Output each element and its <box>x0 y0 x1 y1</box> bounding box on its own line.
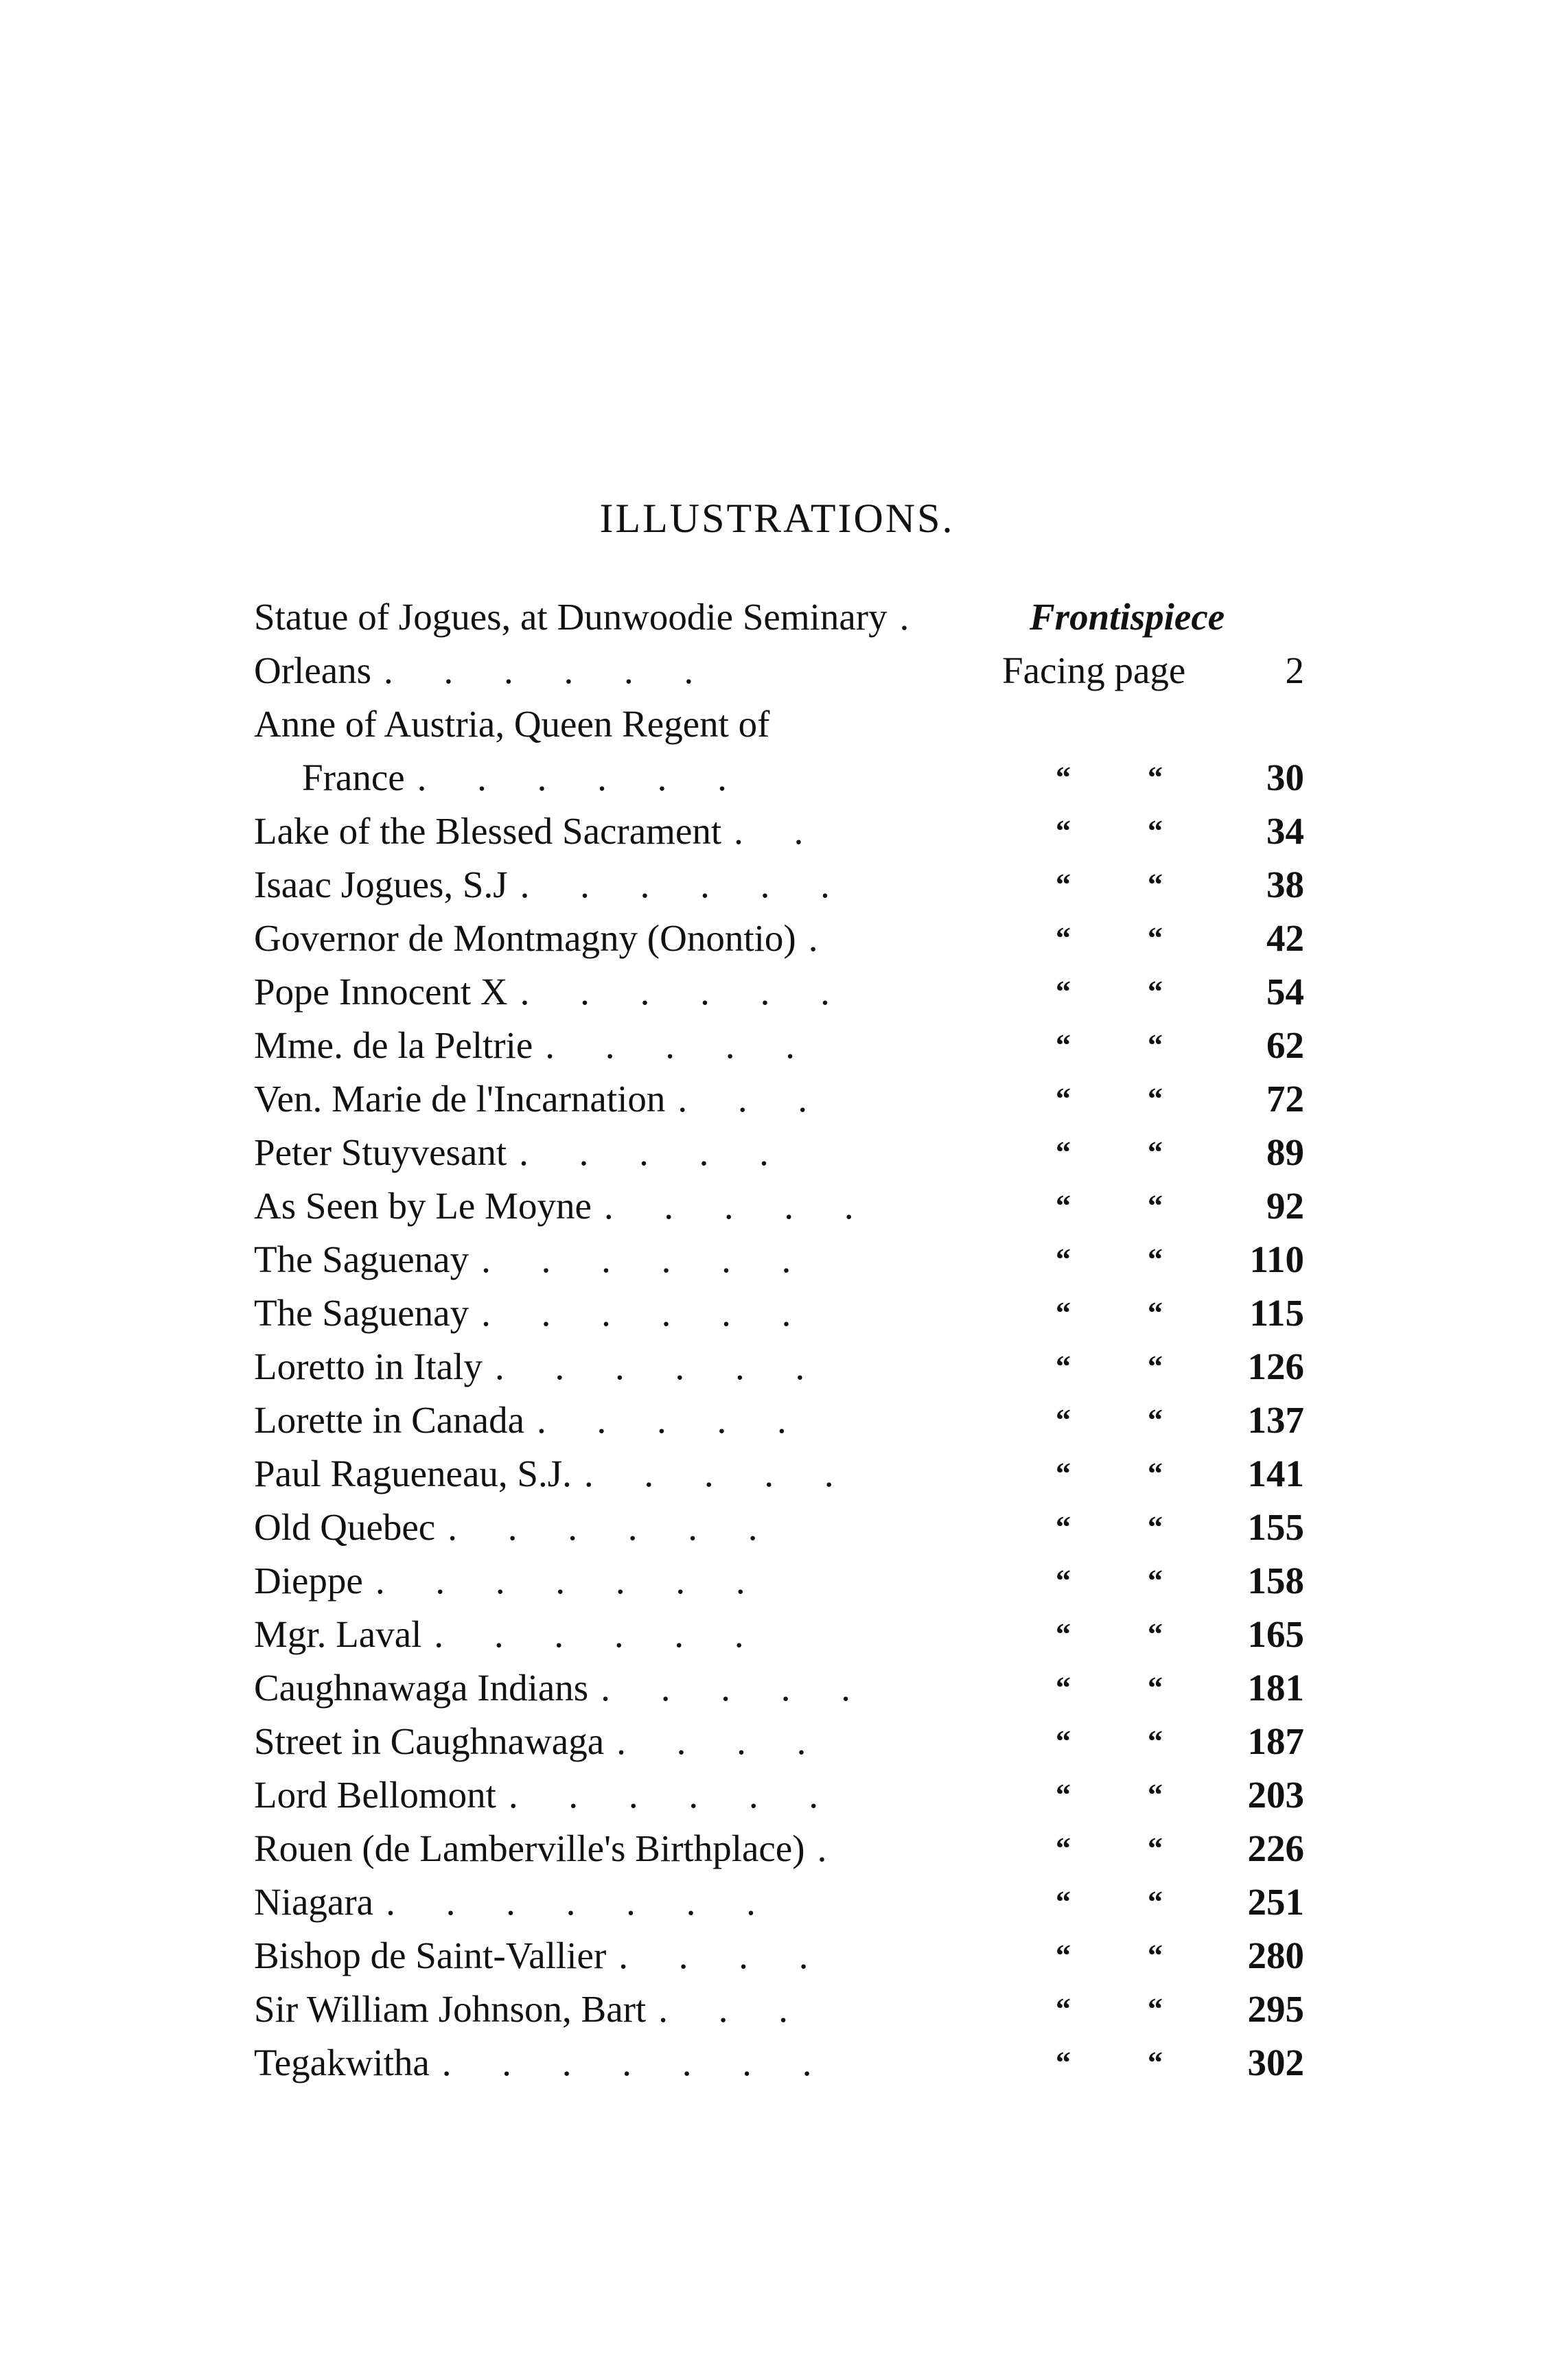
list-item-frontispiece <box>254 590 1304 644</box>
ditto-mark: “ <box>1056 1296 1071 1330</box>
ditto-mark: “ <box>1056 1028 1071 1062</box>
ditto-mark: “ <box>1148 1885 1163 1919</box>
entry-title: Pope Innocent X . . . . . . <box>254 971 850 1013</box>
list-item <box>254 1554 1304 1608</box>
ditto-mark: “ <box>1056 1350 1071 1383</box>
page-number: 141 <box>1247 1453 1304 1494</box>
ditto-mark: “ <box>1148 1778 1163 1812</box>
page-number: 155 <box>1247 1506 1304 1548</box>
entry-title: Street in Caughnawaga . . . . <box>254 1720 827 1762</box>
page-number: 110 <box>1249 1238 1304 1280</box>
ditto-mark: “ <box>1056 1832 1071 1865</box>
page-number: 302 <box>1247 2042 1304 2083</box>
dot-leader: . . . . . . <box>494 1345 826 1387</box>
ditto-mark: “ <box>1148 1296 1163 1330</box>
ditto-mark: “ <box>1056 1457 1071 1490</box>
dot-leader: . . . . . . <box>384 649 715 691</box>
list-item <box>254 1715 1304 1768</box>
entry-title: Anne of Austria, Queen Regent of <box>254 703 770 745</box>
ditto-mark: “ <box>1056 1778 1071 1812</box>
ditto-mark: “ <box>1148 1671 1163 1705</box>
dot-leader: . . . . <box>616 1720 827 1762</box>
ditto-mark: “ <box>1056 975 1071 1008</box>
ditto-mark: “ <box>1148 2046 1163 2079</box>
dot-leader: . . . . . . <box>417 756 747 798</box>
facing-page-label: Facing page <box>1002 649 1186 691</box>
ditto-mark: “ <box>1148 1939 1163 1972</box>
entry-title: Orleans . . . . . . <box>254 649 715 691</box>
ditto-mark: “ <box>1148 1617 1163 1651</box>
page-number: 92 <box>1266 1185 1304 1227</box>
ditto-mark: “ <box>1056 1082 1071 1116</box>
entry-title: Isaac Jogues, S.J . . . . . . <box>254 864 850 905</box>
ditto-mark: “ <box>1056 1724 1071 1758</box>
ditto-mark: “ <box>1148 1189 1163 1223</box>
dot-leader: . . . . . . . <box>375 1560 766 1602</box>
ditto-mark: “ <box>1056 1939 1071 1972</box>
entry-title: Tegakwitha . . . . . . . <box>254 2042 833 2083</box>
ditto-mark: “ <box>1056 1510 1071 1544</box>
list-item <box>254 1608 1304 1661</box>
dot-leader: . . . . <box>618 1934 829 1976</box>
page-number: 137 <box>1247 1399 1304 1441</box>
list-item <box>254 1447 1304 1501</box>
ditto-mark: “ <box>1148 814 1163 848</box>
page-number: 30 <box>1266 756 1304 798</box>
dot-leader: . . . . . <box>583 1453 855 1494</box>
ditto-mark: “ <box>1056 1135 1071 1169</box>
entry-title: Caughnawaga Indians . . . . . <box>254 1667 871 1709</box>
frontispiece-label: Frontispiece <box>1030 596 1225 638</box>
list-item <box>254 805 1304 858</box>
ditto-mark: “ <box>1148 1403 1163 1437</box>
dot-leader: . . . . . . . <box>386 1881 776 1923</box>
entry-title: Loretto in Italy . . . . . . <box>254 1345 826 1387</box>
entry-title: Sir William Johnson, Bart . . . <box>254 1988 809 2030</box>
list-item <box>254 1233 1304 1286</box>
ditto-mark: “ <box>1056 2046 1071 2079</box>
list-item <box>254 1126 1304 1179</box>
dot-leader: . . . . . . <box>448 1506 778 1548</box>
page-title: ILLUSTRATIONS. <box>599 496 955 541</box>
list-item <box>254 1072 1304 1126</box>
ditto-mark: “ <box>1148 868 1163 901</box>
entry-title: Lake of the Blessed Sacrament . . <box>254 810 824 852</box>
dot-leader: . . <box>734 810 824 852</box>
entry-title: Lorette in Canada . . . . . <box>254 1399 807 1441</box>
entry-title: Dieppe . . . . . . . <box>254 1560 766 1602</box>
dot-leader: . . . . . <box>545 1024 816 1066</box>
page-number: 62 <box>1266 1024 1304 1066</box>
entry-title: Rouen (de Lamberville's Birthplace) . <box>254 1827 848 1869</box>
list-item <box>254 1768 1304 1822</box>
ditto-mark: “ <box>1148 1082 1163 1116</box>
list-item <box>254 1340 1304 1394</box>
ditto-mark: “ <box>1148 761 1163 794</box>
ditto-mark: “ <box>1056 1189 1071 1223</box>
list-item <box>254 697 1304 805</box>
ditto-mark: “ <box>1148 1028 1163 1062</box>
ditto-mark: “ <box>1148 1992 1163 2026</box>
page-number: 251 <box>1247 1881 1304 1923</box>
ditto-mark: “ <box>1056 1617 1071 1651</box>
list-item <box>254 1875 1304 1929</box>
dot-leader: . . . . . <box>601 1667 871 1709</box>
entry-title: Bishop de Saint-Vallier . . . . <box>254 1934 829 1976</box>
entry-title: Peter Stuyvesant . . . . . <box>254 1131 789 1173</box>
ditto-mark: “ <box>1148 1243 1163 1276</box>
page-number: 165 <box>1247 1613 1304 1655</box>
entry-title: Governor de Montmagny (Onontio) . <box>254 917 839 959</box>
ditto-mark: “ <box>1148 1832 1163 1865</box>
page-number: 54 <box>1266 971 1304 1013</box>
entry-title: Niagara . . . . . . . <box>254 1881 776 1923</box>
list-item <box>254 1983 1304 2036</box>
list-item <box>254 858 1304 912</box>
page-number: 38 <box>1266 864 1304 905</box>
ditto-mark: “ <box>1056 1564 1071 1597</box>
page-number: 158 <box>1247 1560 1304 1602</box>
dot-leader: . . . . . <box>519 1131 789 1173</box>
dot-leader: . . . <box>658 1988 809 2030</box>
dot-leader: . <box>808 917 839 959</box>
ditto-mark: “ <box>1148 975 1163 1008</box>
ditto-mark: “ <box>1056 1671 1071 1705</box>
entry-title: Old Quebec . . . . . . <box>254 1506 778 1548</box>
dot-leader: . . . . . . <box>481 1292 812 1334</box>
list-item <box>254 965 1304 1019</box>
entry-title: Ven. Marie de l'Incarnation . . . <box>254 1078 828 1120</box>
page-number: 72 <box>1266 1078 1304 1120</box>
entry-title: Mme. de la Peltrie . . . . . <box>254 1024 816 1066</box>
ditto-mark: “ <box>1056 921 1071 955</box>
list-item <box>254 912 1304 965</box>
ditto-mark: “ <box>1056 1992 1071 2026</box>
list-item <box>254 1501 1304 1554</box>
dot-leader: . . . . . . <box>481 1238 812 1280</box>
dot-leader: . . . . . . <box>508 1774 839 1816</box>
list-item-first <box>254 644 1304 697</box>
list-item <box>254 2036 1304 2090</box>
page-number: 115 <box>1249 1292 1304 1334</box>
ditto-mark: “ <box>1148 1457 1163 1490</box>
dot-leader: . <box>899 596 930 638</box>
page-number: 42 <box>1266 917 1304 959</box>
ditto-mark: “ <box>1056 1403 1071 1437</box>
list-item <box>254 1179 1304 1233</box>
ditto-mark: “ <box>1148 1350 1163 1383</box>
list-item <box>254 1661 1304 1715</box>
ditto-mark: “ <box>1056 814 1071 848</box>
page-number: 34 <box>1266 810 1304 852</box>
ditto-mark: “ <box>1148 1724 1163 1758</box>
entry-title: The Saguenay . . . . . . <box>254 1292 812 1334</box>
ditto-mark: “ <box>1056 761 1071 794</box>
entry-title-continuation: France . . . . . . <box>302 756 747 798</box>
page-number: 181 <box>1247 1667 1304 1709</box>
page-number: 280 <box>1247 1934 1304 1976</box>
list-item <box>254 1822 1304 1875</box>
entry-title: Statue of Jogues, at Dunwoodie Seminary . <box>254 596 930 638</box>
ditto-mark: “ <box>1148 1564 1163 1597</box>
entry-title: Lord Bellomont . . . . . . <box>254 1774 839 1816</box>
page-number: 295 <box>1247 1988 1304 2030</box>
page-number: 126 <box>1247 1345 1304 1387</box>
dot-leader: . . . . . <box>603 1185 874 1227</box>
ditto-mark: “ <box>1148 921 1163 955</box>
ditto-mark: “ <box>1056 1885 1071 1919</box>
dot-leader: . . . . . . <box>434 1613 765 1655</box>
page-number: 226 <box>1247 1827 1304 1869</box>
dot-leader: . <box>817 1827 848 1869</box>
list-item <box>254 1286 1304 1340</box>
ditto-mark: “ <box>1056 1243 1071 1276</box>
dot-leader: . . . . . . <box>520 971 850 1013</box>
entry-title: Paul Ragueneau, S.J. . . . . . <box>254 1453 855 1494</box>
entry-title: As Seen by Le Moyne . . . . . <box>254 1185 874 1227</box>
page-number: 187 <box>1247 1720 1304 1762</box>
dot-leader: . . . . . . . <box>441 2042 833 2083</box>
list-item <box>254 1019 1304 1072</box>
entry-title: Mgr. Laval . . . . . . <box>254 1613 765 1655</box>
page-number: 203 <box>1247 1774 1304 1816</box>
dot-leader: . . . . . . <box>520 864 850 905</box>
page-number: 89 <box>1266 1131 1304 1173</box>
list-item <box>254 1929 1304 1983</box>
list-item <box>254 1394 1304 1447</box>
ditto-mark: “ <box>1148 1135 1163 1169</box>
ditto-mark: “ <box>1148 1510 1163 1544</box>
dot-leader: . . . <box>677 1078 828 1120</box>
page-number: 2 <box>1285 649 1304 691</box>
dot-leader: . . . . . <box>537 1399 807 1441</box>
ditto-mark: “ <box>1056 868 1071 901</box>
entry-title: The Saguenay . . . . . . <box>254 1238 812 1280</box>
illustrations-list <box>254 590 1304 2090</box>
